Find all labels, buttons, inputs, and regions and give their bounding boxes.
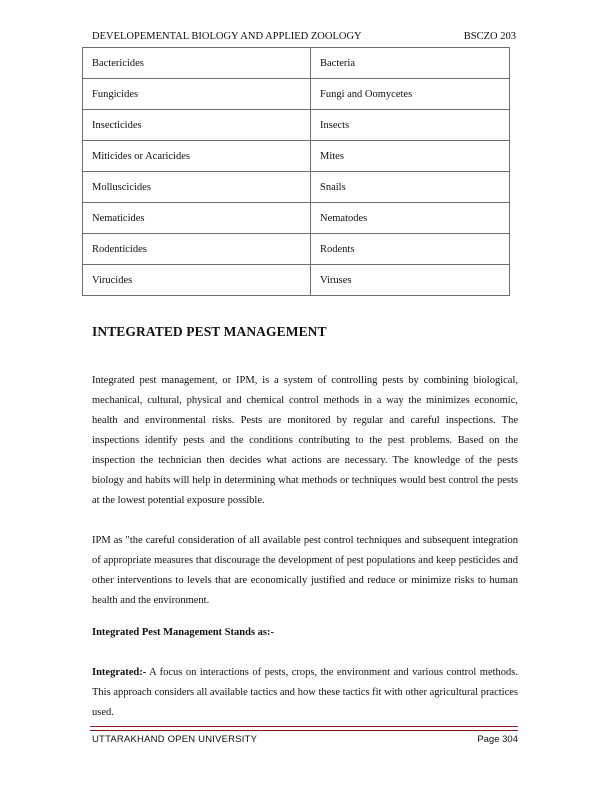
ipm-quote-paragraph: IPM as "the careful consideration of all available pest control techniques and subsequent integration of appropriate measures that discourage the development of pest populations and keep pesticides and other interventions to levels that are economically justified and reduce or minimize risks to human health and the environment. bbox=[92, 535, 518, 606]
integrated-paragraph bbox=[92, 663, 518, 723]
running-header bbox=[92, 30, 516, 44]
table-row bbox=[83, 172, 510, 203]
pesticide-cell: Bactericides bbox=[83, 48, 311, 79]
pesticide-cell: Fungicides bbox=[83, 79, 311, 110]
target-pest-cell: Bacteria bbox=[311, 48, 510, 79]
integrated-text: A focus on interactions of pests, crops, the environment and various control methods. This approach considers all available tactics and how these tactics fit with other agricultural practices used. bbox=[92, 667, 518, 718]
table-row bbox=[83, 234, 510, 265]
footer-rule bbox=[90, 726, 518, 731]
section-heading: INTEGRATED PEST MANAGEMENT bbox=[92, 324, 327, 339]
ipm-stands-subheading: Integrated Pest Management Stands as:- bbox=[92, 627, 274, 638]
footer-university: UTTARAKHAND OPEN UNIVERSITY bbox=[92, 734, 258, 745]
ipm-definition-paragraph: Integrated pest management, or IPM, is a system of controlling pests by combining biological, mechanical, cultural, physical and chemical control methods in a way the minimizes economic, health and environmental risks. Pests are monitored by regular and careful inspections. The inspections identify pests and the conditions contributing to the pest problems. Based on the inspection the technician then decides what actions are necessary. The knowledge of the pests biology and habits will help in determining what methods or techniques would best control the pests at the lowest potential exposure possible. bbox=[92, 375, 518, 506]
pesticide-target-table bbox=[82, 47, 510, 296]
target-pest-cell: Insects bbox=[311, 110, 510, 141]
table-row bbox=[83, 48, 510, 79]
course-title: DEVELOPEMENTAL BIOLOGY AND APPLIED ZOOLOGY bbox=[92, 31, 362, 42]
pesticide-cell: Rodenticides bbox=[83, 234, 311, 265]
table-row bbox=[83, 265, 510, 296]
target-pest-cell: Snails bbox=[311, 172, 510, 203]
pesticide-cell: Virucides bbox=[83, 265, 311, 296]
integrated-term: Integrated:- bbox=[92, 667, 147, 678]
table-row bbox=[83, 141, 510, 172]
target-pest-cell: Fungi and Oomycetes bbox=[311, 79, 510, 110]
target-pest-cell: Rodents bbox=[311, 234, 510, 265]
pesticide-cell: Molluscicides bbox=[83, 172, 311, 203]
footer-page-number: Page 304 bbox=[477, 734, 518, 745]
course-code: BSCZO 203 bbox=[463, 31, 516, 42]
target-pest-cell: Nematodes bbox=[311, 203, 510, 234]
table-row bbox=[83, 110, 510, 141]
target-pest-cell: Viruses bbox=[311, 265, 510, 296]
pesticide-cell: Insecticides bbox=[83, 110, 311, 141]
table-row bbox=[83, 79, 510, 110]
pesticide-cell: Miticides or Acaricides bbox=[83, 141, 311, 172]
target-pest-cell: Mites bbox=[311, 141, 510, 172]
table-row bbox=[83, 203, 510, 234]
pesticide-cell: Nematicides bbox=[83, 203, 311, 234]
